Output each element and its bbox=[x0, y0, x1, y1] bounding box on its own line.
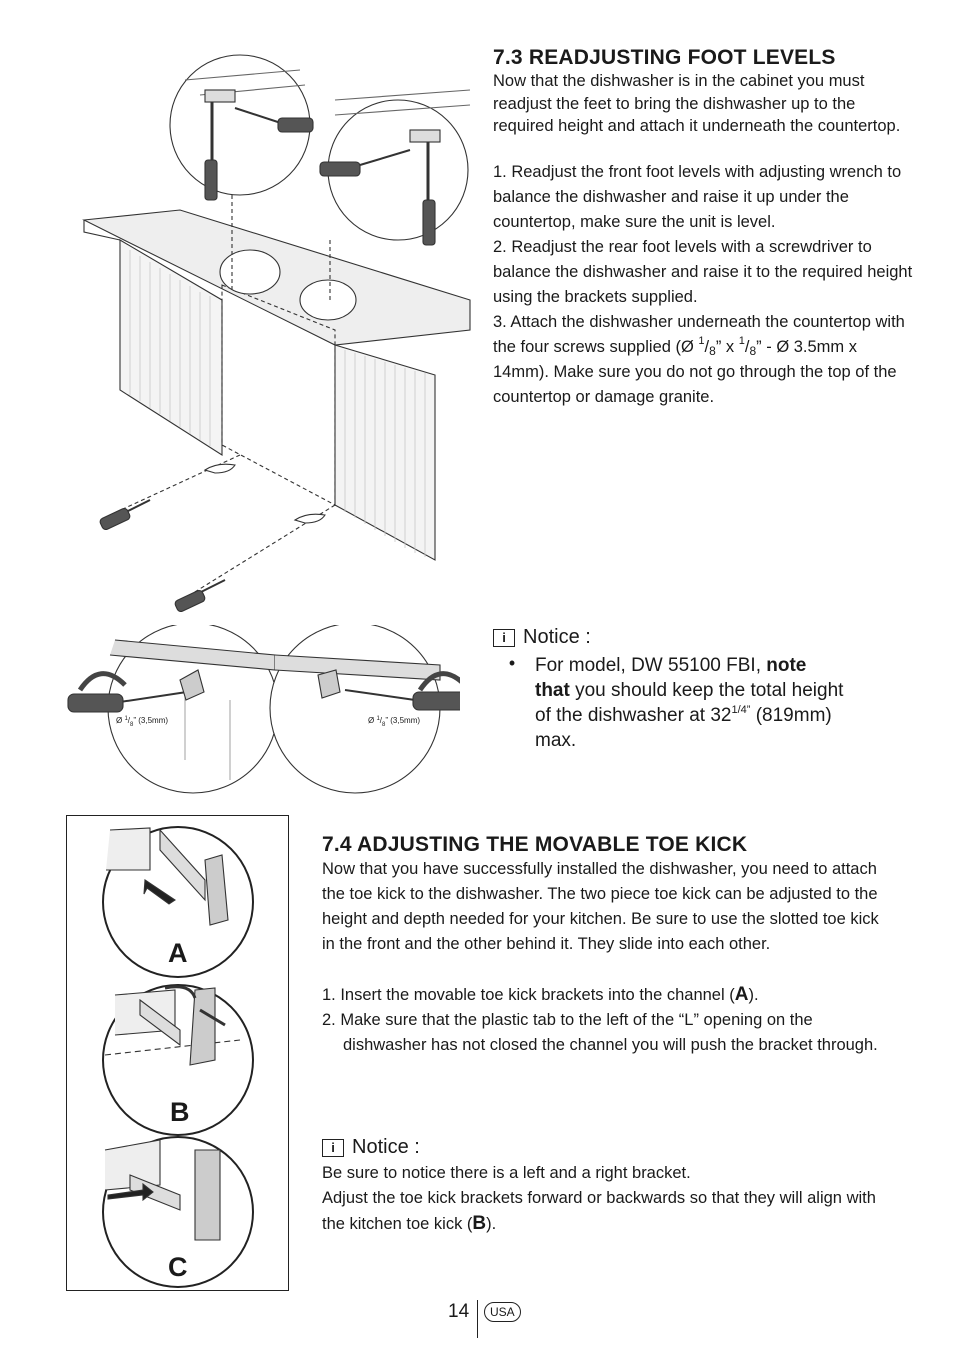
toe-kick-bracket-illustration bbox=[67, 816, 289, 1290]
notice-2-line-1: Be sure to notice there is a left and a right bracket. bbox=[322, 1164, 691, 1182]
page-number: 14 bbox=[448, 1301, 470, 1322]
notice-1-bullet-item bbox=[493, 653, 893, 753]
info-icon: i bbox=[493, 629, 515, 647]
screw-size-label-left: Ø $^1/_8$” (3,5mm) bbox=[116, 716, 169, 728]
notice-label: Notice : bbox=[352, 1136, 420, 1158]
figure-label-c: C bbox=[168, 1252, 188, 1282]
section-7-4-intro: Now that you have successfully installed the dishwasher, you need to attach the toe kick to the dishwasher. The two piece toe kick can be adjusted to the height and depth needed for your kitchen. Be sure to use the slotted toe kick in the front and the other behind it. They slide into each other. bbox=[322, 860, 879, 953]
notice-2-line-2: Adjust the toe kick brackets forward or backwards so that they will align with the kitchen toe kick (B). bbox=[322, 1189, 876, 1234]
section-7-3-intro: Now that the dishwasher is in the cabinet you must readjust the feet to bring the dishwasher up to the required height and attach it underneath the countertop. bbox=[493, 72, 901, 135]
bullet: • bbox=[508, 653, 516, 673]
section-7-3-step-2: 2. Readjust the rear foot levels with a screwdriver to balance the dishwasher and raise it to the required height using the brackets supplied. bbox=[493, 237, 913, 306]
section-7-3-step-3: 3. Attach the dishwasher underneath the countertop with the four screws supplied (Ø $^1/_8$” x $^1/_8$” - Ø 3.5mm x 14mm). Make sure you do not go through the top of the countertop or damage granite. bbox=[493, 312, 905, 406]
screw-bracket-detail-illustration bbox=[60, 625, 460, 795]
notice-1-text: For model, DW 55100 FBI, note that you should keep the total height of the dishwasher at $32^{1/4”}$ (819mm) max. bbox=[535, 655, 844, 751]
section-7-4-step-2: 2. Make sure that the plastic tab to the left of the “L” opening on the dishwasher has not closed the channel you will push the bracket through. bbox=[322, 1011, 878, 1054]
region-badge: USA bbox=[484, 1302, 521, 1322]
notice-label: Notice : bbox=[523, 626, 591, 648]
notice-heading-1 bbox=[493, 626, 893, 649]
footer-divider bbox=[477, 1300, 478, 1338]
screw-size-label-right: Ø $^1/_8$” (3,5mm) bbox=[368, 716, 421, 728]
section-7-4-step-1: 1. Insert the movable toe kick brackets into the channel (A). bbox=[322, 984, 759, 1005]
section-7-3-step-1: 1. Readjust the front foot levels with adjusting wrench to balance the dishwasher and raise it up under the countertop, make sure the unit is level. bbox=[493, 162, 902, 231]
figure-label-b: B bbox=[170, 1097, 190, 1127]
dishwasher-install-illustration bbox=[60, 40, 480, 620]
section-title-7-3: 7.3 READJUSTING FOOT LEVELS bbox=[493, 46, 836, 69]
figure-label-a: A bbox=[168, 938, 188, 968]
section-title-7-4: 7.4 ADJUSTING THE MOVABLE TOE KICK bbox=[322, 833, 748, 856]
info-icon: i bbox=[322, 1139, 344, 1157]
notice-heading-2 bbox=[322, 1136, 892, 1159]
